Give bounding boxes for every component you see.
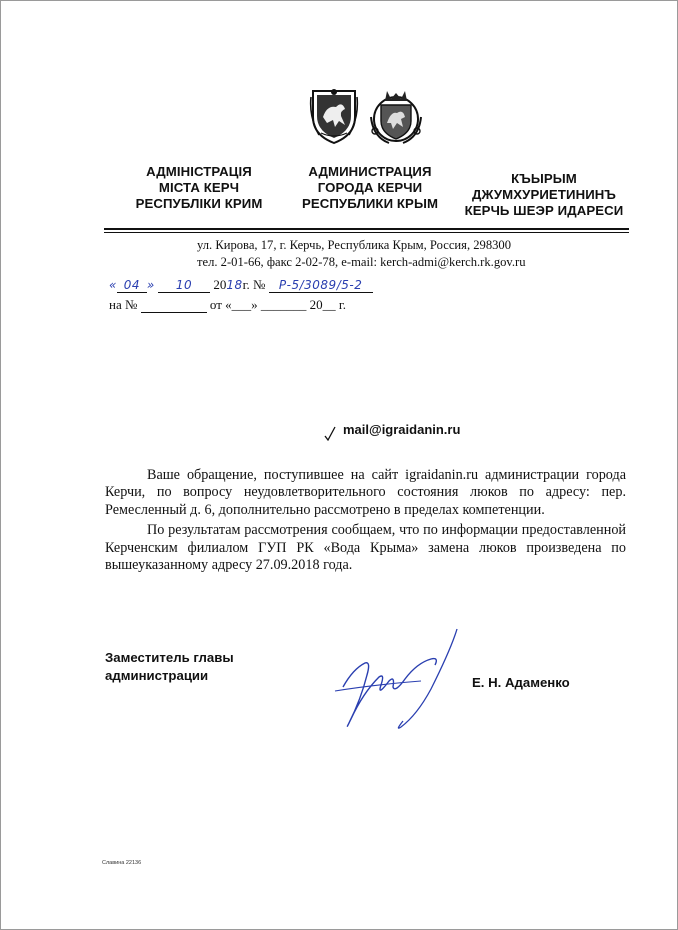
reg-year-prefix: 20	[213, 277, 227, 292]
letter-body	[105, 467, 626, 574]
contacts-line: тел. 2-01-66, факс 2-02-78, e-mail: kerch-admi@kerch.rk.gov.ru	[197, 255, 526, 269]
header-divider-thin	[104, 232, 629, 233]
reply-label: на №	[109, 297, 138, 312]
incoming-reference	[109, 297, 346, 313]
header-ukrainian	[119, 164, 279, 212]
header-russian	[290, 164, 450, 212]
emblems	[309, 87, 429, 147]
header-crimean-tatar	[453, 171, 635, 219]
address-line: ул. Кирова, 17, г. Керчь, Республика Крым, Россия, 298300	[197, 238, 512, 252]
body-paragraph: По результатам рассмотрения сообщаем, что по информации предоставленной Керченским филиалом ГУП РК «Вода Крыма» замена люков произведена по вышеуказанному адресу 27.09.2018 года.	[105, 522, 626, 574]
reg-number: Р-5/3089/5-2	[269, 278, 373, 293]
reg-month: 10	[158, 278, 210, 293]
header-line: МІСТА КЕРЧ	[158, 180, 240, 195]
crimea-coat-of-arms-icon	[309, 87, 359, 145]
header-line: РЕСПУБЛИКИ КРЫМ	[301, 196, 439, 211]
header-line: КЪЫРЫМ	[511, 171, 577, 186]
header-line: АДМІНІСТРАЦІЯ	[146, 164, 252, 179]
reg-day: 04	[117, 278, 147, 293]
reply-number-blank	[141, 298, 207, 313]
address-block	[197, 237, 597, 271]
executor-note: Славина 22136	[102, 860, 142, 866]
header-line: ДЖУМХУРИЕТИНИНЪ	[472, 187, 616, 202]
reg-year-unit: г.	[242, 277, 250, 292]
header-line: АДМИНИСТРАЦИЯ	[308, 164, 432, 179]
body-paragraph: Ваше обращение, поступившее на сайт igraidanin.ru администрации города Керчи, по вопросу неудовлетворительного состояния люков по адресу: пер. Ремесленный д. 6, дополнительно рассмотрено в пределах компетенции.	[105, 467, 626, 518]
reply-from: от «___» _______ 20__ г.	[209, 297, 347, 312]
signer-name: Е. Н. Адаменко	[472, 675, 570, 690]
header-divider	[104, 228, 629, 230]
header-line: ГОРОДА КЕРЧИ	[317, 180, 423, 195]
header-line: КЕРЧЬ ШЕЭР ИДАРЕСИ	[464, 203, 624, 218]
recipient-email	[327, 422, 460, 437]
signer-title-line: администрации	[105, 668, 209, 683]
outgoing-registration: « 04 » 10 2018г. № Р-5/3089/5-2	[109, 277, 373, 293]
handwritten-signature	[331, 619, 471, 739]
kerch-coat-of-arms-icon	[367, 87, 425, 145]
header-line: РЕСПУБЛІКИ КРИМ	[135, 196, 263, 211]
signer-title-line: Заместитель главы	[105, 650, 234, 665]
reg-year-suffix: 18	[226, 278, 243, 292]
recipient-email-text: mail@igraidanin.ru	[343, 422, 461, 437]
signer-title	[105, 649, 234, 685]
reg-number-label: №	[252, 277, 266, 292]
